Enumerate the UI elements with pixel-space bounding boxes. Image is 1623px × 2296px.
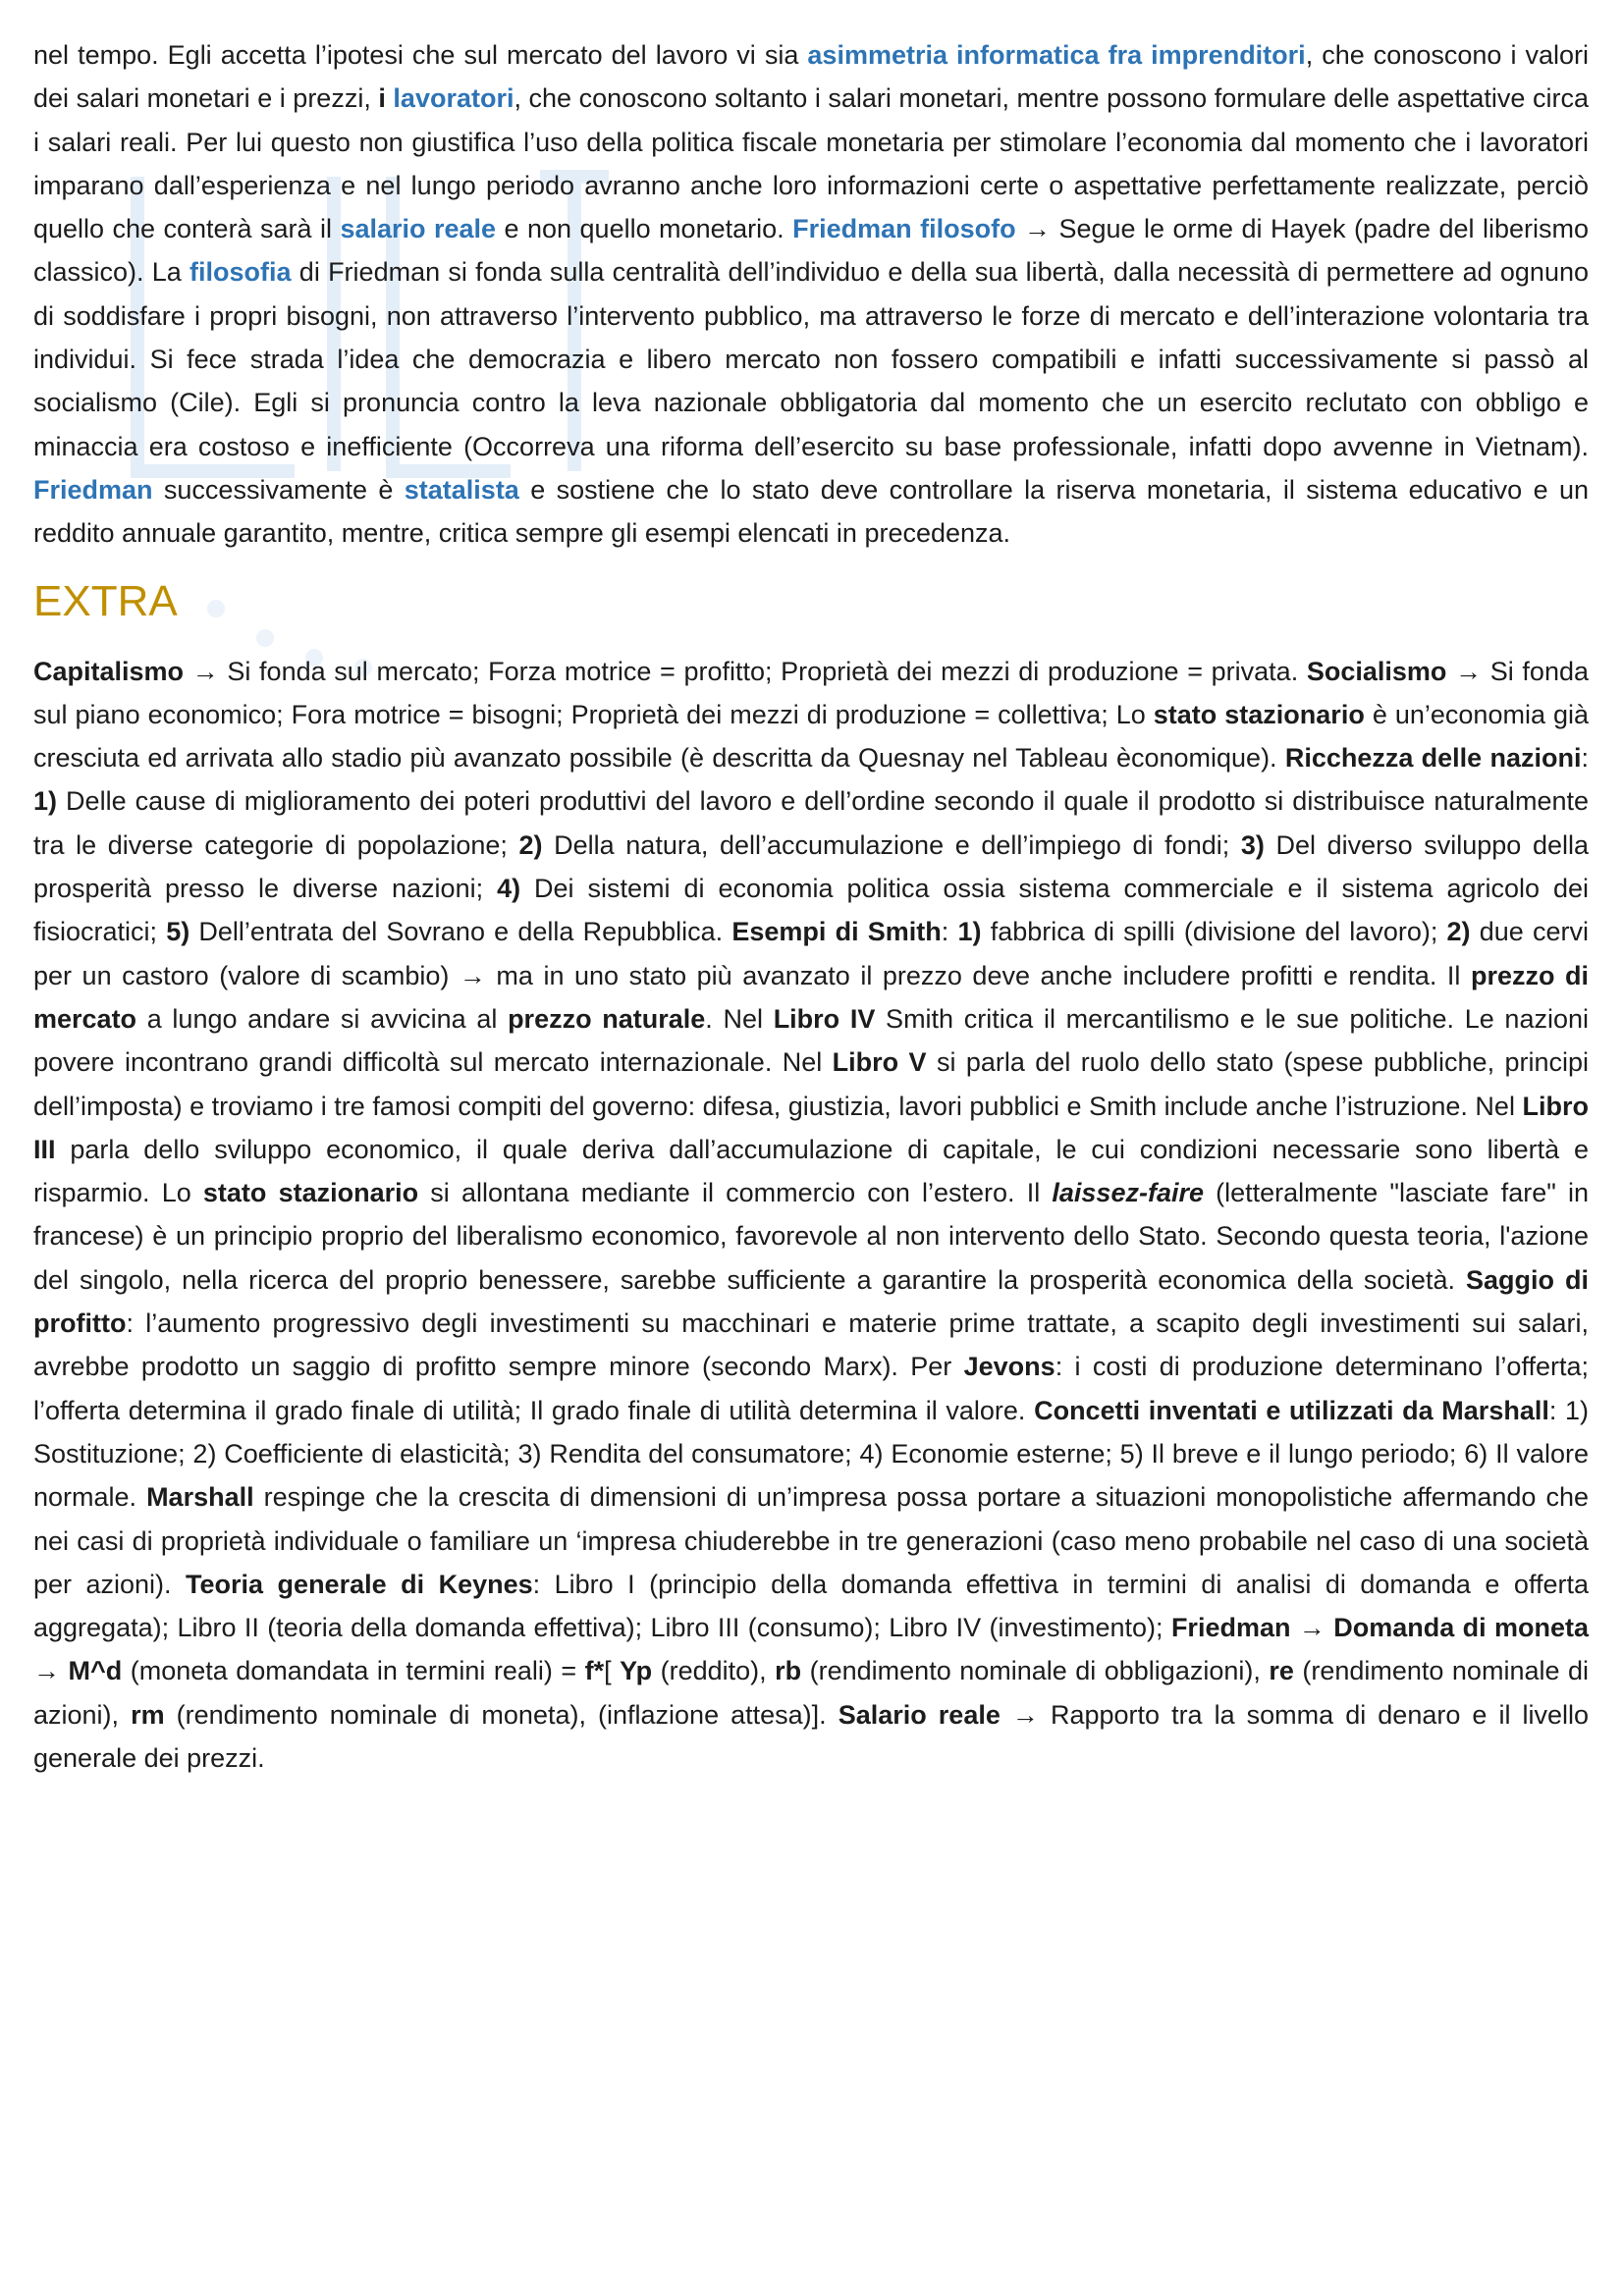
text-run: successivamente è — [152, 474, 405, 505]
text-run-b: i — [378, 83, 394, 114]
text-run: : — [1581, 743, 1589, 774]
text-run-b: Esempi di Smith — [731, 917, 942, 947]
text-run: : 1) Sostituzione; 2) Coefficiente di elasticità; 3) Rendita del consumatore; 4) Economie esterne; 5) Il breve e il lungo periodo; 6) Il valore normale. — [33, 1395, 1590, 1513]
text-run: Della natura, dell’accumulazione e dell’impiego di fondi; — [542, 829, 1241, 860]
text-run: si allontana mediante il commercio con l’estero. Il — [418, 1178, 1053, 1208]
text-run: , che conoscono soltanto i salari monetari, mentre possono formulare delle aspettative circa i salari reali. Per lui questo non giustifica l’uso della politica fiscale monetaria per stimolare l’economia dal momento che i lavoratori imparano dall’esperienza e nel lungo periodo avranno anche loro informazioni certe o aspettative perfettamente realizzate, perciò quello che conterà sarà il — [33, 83, 1589, 244]
text-run-hl: filosofia — [189, 257, 292, 288]
text-run-b: Yp — [620, 1656, 653, 1686]
text-run: (reddito), — [652, 1656, 776, 1686]
text-run: di Friedman si fonda sulla centralità dell’individuo e della sua libertà, dalla necessità di permettere ad ognuno di soddisfare i propri bisogni, non attraverso l’intervento pubblico, ma attraverso le forze di mercato e dell’interazione volontaria tra individui. Si fece strada l’idea che democrazia e libero mercato non fossero compatibili e infatti successivamente si passò al socialismo (Cile). Egli si pronuncia contro la leva nazionale obbligatoria dal momento che un esercito reclutato con obbligo e minaccia era costoso e inefficiente (Occorreva una riforma dell’esercito su base professionale, infatti dopo avvenne in Vietnam). — [33, 257, 1589, 461]
text-run-b: 5) — [166, 917, 190, 947]
text-run: si parla del ruolo dello stato (spese pubbliche, principi dell’imposta) e troviamo i tre famosi compiti del governo: difesa, giustizia, lavori pubblici e Smith include anche l’istruzione. Nel — [33, 1047, 1590, 1121]
text-run-b: Teoria generale di Keynes — [186, 1569, 533, 1599]
text-run: → Si fonda sul piano economico; Fora motrice = bisogni; Proprietà dei mezzi di produzione = collettiva; Lo — [33, 656, 1589, 729]
text-run-b: 1) — [957, 917, 982, 947]
text-run-b: Libro III — [33, 1091, 1589, 1164]
text-run-b: rb — [775, 1656, 802, 1686]
text-run: (rendimento nominale di azioni), — [33, 1656, 1589, 1730]
text-run: . Nel — [705, 1003, 774, 1034]
text-run-hl: Friedman filosofo — [792, 214, 1016, 244]
text-run-b: Friedman → Domanda di moneta → M^d — [33, 1613, 1589, 1686]
paragraph-extra — [33, 650, 1589, 1781]
text-run: due cervi per un castoro (valore di scambio) → ma in uno stato più avanzato il prezzo deve anche includere profitti e rendita. Il — [33, 917, 1589, 990]
text-run-b: stato stazionario — [1153, 699, 1365, 729]
text-run-b: prezzo di mercato — [33, 960, 1589, 1034]
text-run-b: 2) — [518, 829, 543, 860]
text-run: Dell’entrata del Sovrano e della Repubblica. — [189, 917, 732, 947]
text-run: (rendimento nominale di moneta), (inflazione attesa)]. — [164, 1699, 839, 1730]
text-run-b: Saggio di profitto — [33, 1264, 1589, 1339]
text-run-b: 2) — [1446, 917, 1471, 947]
text-run: , che conoscono i valori dei salari monetari e i prezzi, — [33, 40, 1590, 114]
text-run: → Rapporto tra la somma di denaro e il livello generale dei prezzi. — [33, 1699, 1590, 1773]
text-run: parla dello sviluppo economico, il quale deriva dall’accumulazione di capitale, le cui condizioni necessarie sono libertà e risparmio. Lo — [33, 1134, 1589, 1208]
text-run: Delle cause di miglioramento dei poteri produttivi del lavoro e dell’ordine secondo il quale il prodotto si distribuisce naturalmente tra le diverse categorie di popolazione; — [33, 786, 1589, 860]
text-run-b: 4) — [497, 874, 521, 904]
text-run-b: Marshall — [146, 1482, 254, 1513]
text-run-b: Libro V — [832, 1047, 927, 1078]
text-run-bi: laissez-faire — [1052, 1178, 1204, 1208]
text-run: respinge che la crescita di dimensioni di un’impresa possa portare a situazioni monopolistiche affermando che nei casi di proprietà individuale o familiare un ‘impresa chiuderebbe in tre generazioni (caso meno probabile nel caso di una società per azioni). — [33, 1482, 1589, 1599]
text-run: (letteralmente "lasciate fare" in francese) è un principio proprio del liberalismo economico, favorevole al non intervento dello Stato. Secondo questa teoria, l'azione del singolo, nella ricerca del proprio benessere, sarebbe sufficiente a garantire la prosperità economica della società. — [33, 1178, 1589, 1295]
text-run: : i costi di produzione determinano l’offerta; l’offerta determina il grado finale di utilità; Il grado finale di utilità determina il valore. — [33, 1352, 1589, 1425]
text-run-hl: lavoratori — [393, 83, 514, 114]
text-run-b: 1) — [33, 786, 58, 817]
text-run-hl: Friedman — [33, 474, 153, 505]
text-run: a lungo andare si avvicina al — [136, 1003, 509, 1034]
text-run: : Libro I (principio della domanda effettiva in termini di analisi di domanda e offerta aggregata); Libro II (teoria della domanda effettiva); Libro III (consumo); Libro IV (investimento); — [33, 1569, 1589, 1643]
text-run-hl: salario reale — [340, 214, 497, 244]
text-run-b: re — [1269, 1656, 1294, 1686]
text-run-b: Libro IV — [773, 1003, 876, 1034]
text-run-b: stato stazionario — [202, 1178, 419, 1208]
text-run-b: f* — [584, 1656, 605, 1686]
text-run: [ — [604, 1656, 621, 1686]
text-body — [33, 33, 1589, 1780]
text-run-b: Ricchezza delle nazioni — [1284, 743, 1582, 774]
text-run-hl: statalista — [404, 474, 519, 505]
text-run-b: Concetti inventati e utilizzati da Marshall — [1034, 1395, 1549, 1425]
text-run: (rendimento nominale di obbligazioni), — [801, 1656, 1270, 1686]
text-run: Del diverso sviluppo della prosperità presso le diverse nazioni; — [33, 829, 1589, 904]
text-run: → Si fonda sul mercato; Forza motrice = profitto; Proprietà dei mezzi di produzione = privata. — [184, 656, 1307, 686]
text-run-b: Capitalismo — [33, 656, 185, 686]
paragraph-friedman — [33, 33, 1589, 556]
text-run: → Segue le orme di Hayek (padre del liberismo classico). La — [33, 214, 1590, 288]
section-heading-extra: EXTRA — [33, 576, 178, 625]
text-run: e sostiene che lo stato deve controllare la riserva monetaria, il sistema educativo e un reddito annuale garantito, mentre, critica sempre gli esempi elencati in precedenza. — [33, 474, 1589, 549]
text-run: Dei sistemi di economia politica ossia sistema commerciale e il sistema agricolo dei fisiocratici; — [33, 874, 1589, 947]
text-run: (moneta domandata in termini reali) = — [122, 1656, 585, 1686]
text-run-b: prezzo naturale — [508, 1003, 706, 1034]
text-run-b: Salario reale — [838, 1699, 1001, 1730]
text-run-b: Jevons — [963, 1352, 1055, 1382]
text-run: fabbrica di spilli (divisione del lavoro); — [981, 917, 1447, 947]
text-run: : — [941, 917, 958, 947]
text-run: nel tempo. Egli accetta l’ipotesi che sul mercato del lavoro vi sia — [33, 40, 808, 70]
text-run: : l’aumento progressivo degli investimenti su macchinari e materie prime trattate, a scapito degli investimenti sui salari, avrebbe prodotto un saggio di profitto sempre minore (secondo Marx). Per — [33, 1308, 1589, 1382]
text-run: Smith critica il mercantilismo e le sue politiche. Le nazioni povere incontrano grandi difficoltà sul mercato internazionale. Nel — [33, 1003, 1589, 1078]
text-run-b: 3) — [1240, 829, 1265, 860]
text-run: e non quello monetario. — [496, 214, 793, 244]
text-run-hl: asimmetria informatica fra imprenditori — [807, 40, 1306, 70]
text-run-b: Socialismo — [1306, 656, 1447, 686]
text-run: è un’economia già cresciuta ed arrivata allo stadio più avanzato possibile (è descritta da Quesnay nel Tableau èconomique). — [33, 699, 1590, 774]
text-run-b: rm — [131, 1699, 165, 1730]
